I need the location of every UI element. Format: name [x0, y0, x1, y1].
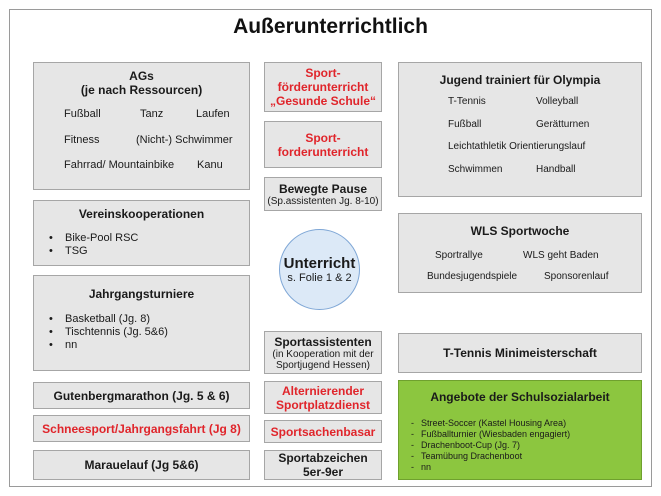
schneesport-label: Schneesport/Jahrgangsfahrt (Jg 8): [42, 421, 241, 436]
olympia-item: Handball: [536, 164, 576, 175]
list-item: • Basketball (Jg. 8): [45, 313, 249, 326]
olympia-box: [398, 62, 642, 197]
sportassistenten-box: [264, 331, 382, 374]
box-line: Sport-: [305, 130, 341, 145]
sportassistenten-title: Sportassistenten: [274, 334, 372, 349]
sportassistenten-sub: Sportjugend Hessen): [276, 359, 370, 371]
schulsozialarbeit-box: [398, 380, 642, 480]
list-item: - Fußballturnier (Wiesbaden engagiert): [409, 429, 641, 440]
box-line: „Gesunde Schule“: [269, 94, 377, 108]
sportabzeichen-box: [264, 450, 382, 480]
bewegte-pause-subtitle: (Sp.assistenten Jg. 8-10): [267, 195, 379, 207]
olympia-item: T-Tennis: [448, 96, 486, 107]
ags-item: (Nicht-) Schwimmer: [136, 134, 233, 146]
marauelauf-box: [33, 450, 250, 480]
box-line: Sport-: [305, 66, 341, 80]
vereinskooperationen-box: [33, 200, 250, 266]
olympia-item: Fußball: [448, 119, 482, 130]
page-title: Außerunterrichtlich: [233, 15, 428, 38]
box-line: forderunterricht: [277, 144, 369, 159]
ags-item: Fußball: [64, 108, 101, 120]
ags-item: Tanz: [140, 108, 164, 120]
box-line: Sportabzeichen: [278, 451, 368, 465]
schulsozialarbeit-title: Angebote der Schulsozialarbeit: [430, 390, 610, 404]
list-item: - Drachenboot-Cup (Jg. 7): [409, 440, 641, 451]
box-line: Alternierender: [281, 383, 365, 398]
unterricht-title: Unterricht: [283, 255, 356, 272]
list-item: - Teamübung Drachenboot: [409, 451, 641, 462]
vereinskooperationen-title: Vereinskooperationen: [78, 207, 205, 221]
box-line: 5er-9er: [302, 465, 344, 479]
sportassistenten-sub: (in Kooperation mit der: [272, 348, 374, 360]
ags-subtitle: (je nach Ressourcen): [80, 83, 203, 97]
t-tennis-minimeisterschaft-box: [398, 333, 642, 373]
list-item: • Bike-Pool RSC: [45, 232, 249, 245]
olympia-item: Volleyball: [536, 96, 579, 107]
gutenbergmarathon-box: [33, 382, 250, 409]
ags-item: Kanu: [197, 159, 223, 171]
t-tennis-minimeisterschaft-label: T-Tennis Minimeisterschaft: [443, 346, 597, 360]
ags-box: [33, 62, 250, 190]
wls-item: WLS geht Baden: [523, 250, 599, 261]
ags-item: Fitness: [64, 134, 100, 146]
ags-title: AGs: [129, 69, 154, 83]
list-item: • TSG: [45, 245, 249, 258]
gutenbergmarathon-label: Gutenbergmarathon (Jg. 5 & 6): [53, 388, 230, 403]
bewegte-pause-title: Bewegte Pause: [278, 181, 368, 196]
schneesport-box: [33, 415, 250, 442]
wls-item: Sportrallye: [435, 250, 483, 261]
list-item: • nn: [45, 339, 249, 352]
wls-item: Sponsorenlauf: [544, 271, 609, 282]
sportsachenbasar-label: Sportsachenbasar: [270, 424, 376, 439]
wls-title: WLS Sportwoche: [470, 224, 570, 238]
olympia-item: Schwimmen: [448, 164, 503, 175]
wls-sportwoche-box: [398, 213, 642, 293]
unterricht-subtitle: s. Folie 1 & 2: [287, 272, 352, 284]
sportsachenbasar-box: [264, 420, 382, 443]
wls-item: Bundesjugendspiele: [427, 271, 518, 282]
box-line: Sportplatzdienst: [275, 397, 370, 412]
list-item: • Tischtennis (Jg. 5&6): [45, 326, 249, 339]
sportforderunterricht-box: [264, 121, 382, 168]
bewegte-pause-box: [264, 177, 382, 211]
box-line: förderunterricht: [277, 80, 369, 94]
olympia-item: Gerätturnen: [536, 119, 590, 130]
list-item: - Street-Soccer (Kastel Housing Area): [409, 418, 641, 429]
ags-item: Fahrrad/ Mountainbike: [64, 159, 175, 171]
sportfoerderunterricht-gesunde-schule-box: [264, 62, 382, 112]
olympia-title: Jugend trainiert für Olympia: [439, 73, 601, 87]
jahrgangsturniere-title: Jahrgangsturniere: [88, 287, 195, 301]
jahrgangsturniere-box: [33, 275, 250, 371]
sportplatzdienst-box: [264, 381, 382, 414]
unterricht-circle: [279, 229, 360, 310]
olympia-item: Leichtathletik Orientierungslauf: [448, 141, 586, 152]
ags-item: Laufen: [196, 108, 230, 120]
marauelauf-label: Marauelauf (Jg 5&6): [84, 458, 199, 472]
list-item: - nn: [409, 462, 641, 473]
